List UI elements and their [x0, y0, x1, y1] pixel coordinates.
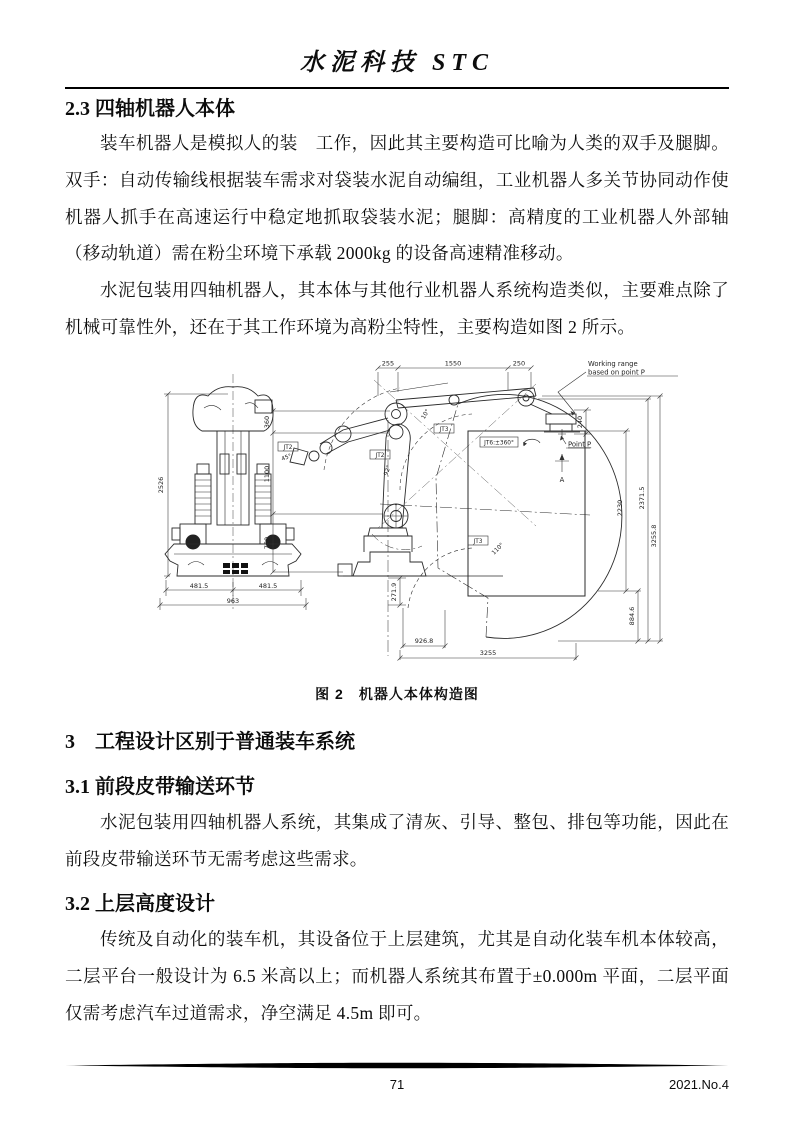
dim-front-half-left: 481.5 [189, 581, 209, 590]
side-view-dimensions [271, 365, 664, 660]
dim-3255-8: 3255.8 [650, 524, 658, 548]
angle-45-label: 45° [280, 453, 293, 463]
angle-110-label: 110° [491, 542, 506, 557]
paragraph-4: 传统及自动化的装车机，其设备位于上层建筑，尤其是自动化装车机本体较高，二层平台一般设计为 6.5 米高以上；而机器人系统其布置于±0.000m 平面，二层平面仅需考虑汽车过道需求，净空满足 4.5m 即可。 [65, 929, 729, 1023]
dim-2230: 2230 [616, 499, 624, 517]
dim-front-height: 2526 [157, 476, 165, 494]
heading-3-2: 3.2 上层高度设计 [65, 893, 215, 916]
dim-1100: 1100 [263, 465, 271, 483]
angle-92-label: 92° [383, 464, 393, 477]
footer-rule [65, 1062, 729, 1069]
dim-front-half-right: 481.5 [258, 581, 278, 590]
robot-technical-drawing [138, 358, 738, 678]
dim-240: 240 [576, 415, 584, 428]
jt2-mid-label: JT2 [375, 452, 385, 459]
heading-3-1: 3.1 前段皮带输送环节 [65, 775, 255, 798]
paragraph-3: 水泥包装用四轴机器人系统，其集成了清灰、引导、整包、排包等功能，因此在前段皮带输送环节无需考虑这些需求。 [65, 811, 729, 869]
dim-3255: 3255 [479, 648, 497, 657]
annotation-leaders [278, 372, 678, 548]
journal-title: 水泥科技 STC [299, 50, 494, 76]
heading-3: 3 工程设计区别于普通装车系统 [65, 730, 355, 753]
dim-271-9: 271.9 [390, 582, 398, 602]
point-p-label: Point P [568, 440, 592, 449]
dim-255: 255 [381, 359, 395, 368]
dim-750: 750 [263, 536, 271, 549]
axis-a-label: A [559, 475, 565, 484]
jt6-rotation-label: JT6:±360° [484, 440, 514, 447]
dim-250: 250 [512, 359, 526, 368]
paragraph-1: 装车机器人是模拟人的装 工作，因此其主要构造可比喻为人类的双手及腿脚。双手：自动传输线根据装车需求对袋装水泥自动编组，工业机器人多关节协同动作使机器人抓手在高速运行中稳定地抓取袋装水泥；腿脚：高精度的工业机器人外部轴（移动轨道）需在粉尘环境下承载 2000kg 的设备高速精准移动。 [65, 133, 729, 264]
footer-row [65, 1075, 729, 1095]
jt3-top-label: JT3 [439, 426, 449, 433]
dim-884-6: 884.6 [628, 606, 636, 626]
paragraph-2: 水泥包装用四轴机器人，其本体与其他行业机器人系统构造类似，主要难点除了机械可靠性外，还在于其工作环境为高粉尘特性，主要构造如图 2 所示。 [65, 280, 729, 337]
angle-10-label: 10° [420, 408, 432, 421]
page-footer [65, 1056, 729, 1095]
jt3-bottom-label: JT3 [473, 538, 483, 545]
page-number: 71 [389, 1077, 405, 1092]
figure-caption: 图 2 机器人本体构造图 [315, 685, 479, 702]
heading-2-3: 2.3 四轴机器人本体 [65, 98, 235, 120]
working-range-label-line1: Working range [588, 359, 638, 368]
dim-2371-5: 2371.5 [638, 486, 646, 510]
front-view [165, 374, 301, 611]
header-rule [65, 87, 729, 89]
dim-360: 360 [263, 415, 271, 428]
issue-label: 2021.No.4 [669, 1077, 729, 1092]
dim-1550: 1550 [444, 359, 462, 368]
side-view [290, 383, 580, 576]
figure-2 [138, 358, 738, 678]
dim-926-8: 926.8 [414, 636, 434, 645]
jt2-left-label: JT2 [283, 444, 293, 451]
working-range-label-line2: based on point P [588, 368, 645, 377]
dim-front-width: 963 [226, 596, 240, 605]
